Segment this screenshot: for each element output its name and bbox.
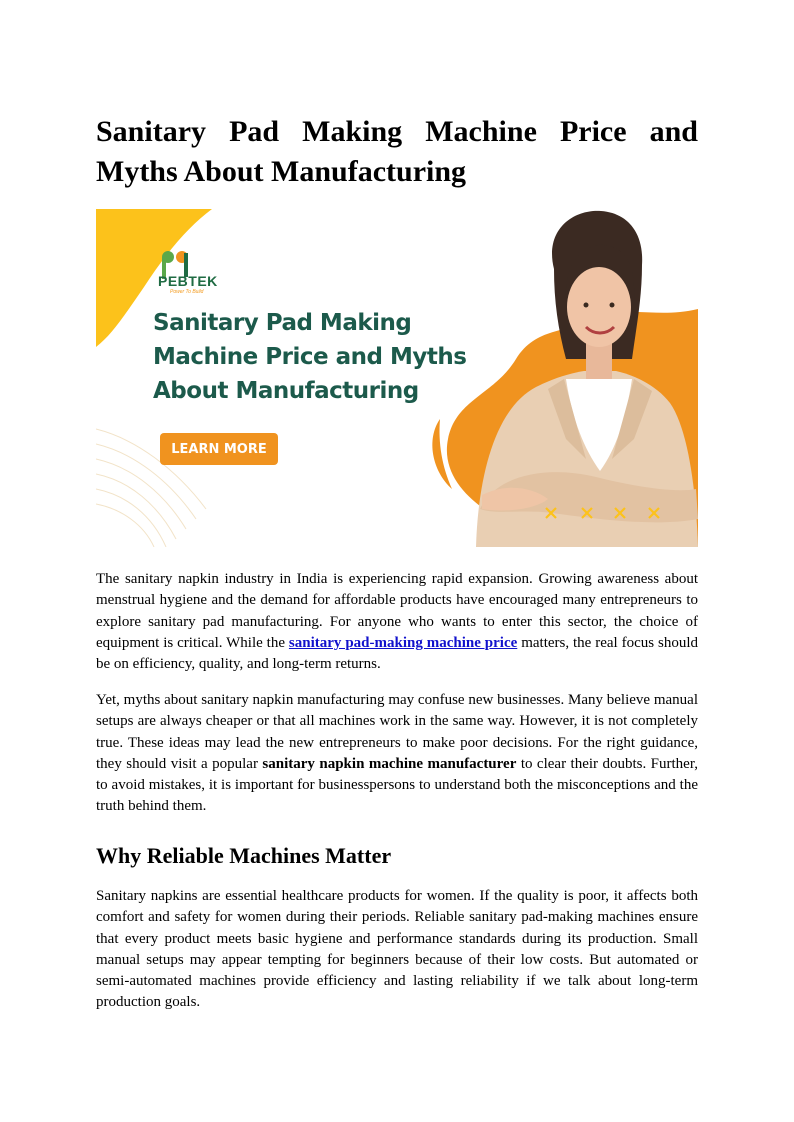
page-title: Sanitary Pad Making Machine Price and Myths About Manufacturing: [96, 115, 698, 188]
paragraph-text: Yet, myths about sanitary napkin manufacturing may confuse new businesses. Many believe manual setups are always cheaper or that all machines work in the same way. However, it is not completely true. These ideas may lead the new entrepreneurs to make poor decisions. For the right guidance, they should visit a popular: [96, 692, 698, 772]
paragraph-text: to clear their doubts. Further, to avoid mistakes, it is important for businesspersons to understand both the misconceptions and the truth behind them.: [96, 755, 698, 815]
intro-paragraph: [96, 569, 698, 675]
logo-text: PEBTEK: [158, 273, 218, 289]
paragraph-text: The sanitary napkin industry in India is experiencing rapid expansion. Growing awareness about menstrual hygiene and the demand for affordable products have encouraged many entrepreneurs to explore sanitary pad manufacturing. For anyone who wants to enter this sector, the choice of equipment is critical. While the: [96, 571, 698, 651]
section-heading: Why Reliable Machines Matter: [96, 843, 392, 868]
manufacturer-bold-text: sanitary napkin machine manufacturer: [262, 755, 517, 772]
banner-heading-line: Machine Price and Myths: [153, 344, 467, 370]
banner-heading-line: Sanitary Pad Making: [153, 310, 412, 336]
hero-banner[interactable]: [96, 209, 698, 547]
learn-more-button[interactable]: LEARN MORE: [160, 433, 278, 465]
banner-heading: [153, 306, 466, 408]
machine-price-link[interactable]: sanitary pad-making machine price: [288, 634, 518, 651]
myths-paragraph: [96, 690, 698, 818]
banner-heading-line: About Manufacturing: [153, 378, 419, 404]
logo-tagline: Power To Build: [170, 289, 204, 295]
paragraph-text: matters, the real focus should be on efficiency, quality, and long-term returns.: [96, 634, 698, 673]
reliable-machines-paragraph: Sanitary napkins are essential healthcare products for women. If the quality is poor, it affects both comfort and safety for women during their periods. Reliable sanitary pad-making machines ensure that every product meets basic hygiene and performance standards during its production. Small manual setups may appear tempting for beginners because of their low costs. But automated or semi-automated machines provide efficiency and lasting reliability if we talk about long-term production goals.: [96, 888, 698, 1011]
